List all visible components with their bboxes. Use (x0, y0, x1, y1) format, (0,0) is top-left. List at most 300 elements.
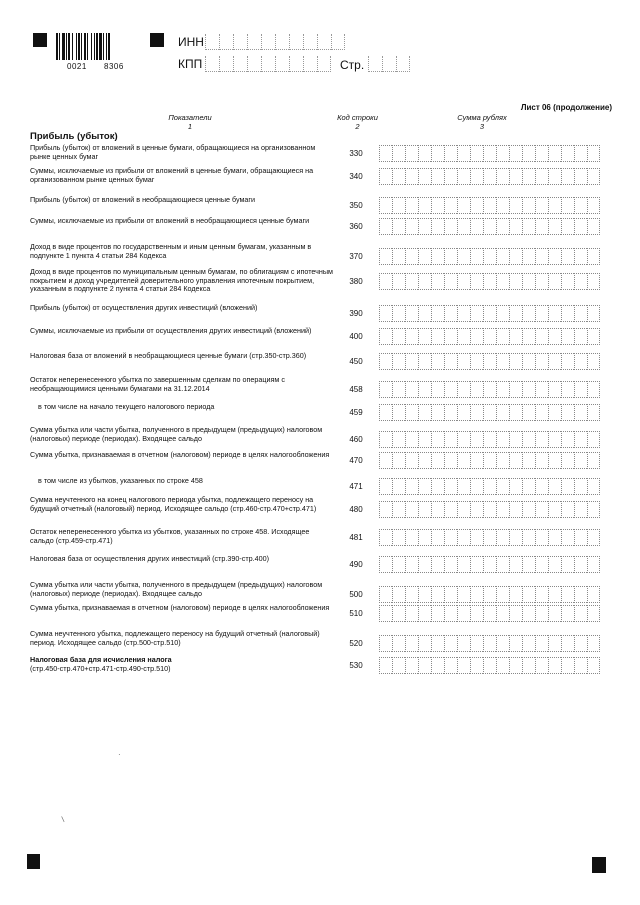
amount-cell[interactable] (496, 145, 509, 162)
amount-cell[interactable] (418, 556, 431, 573)
amount-cell[interactable] (418, 353, 431, 370)
amount-cell[interactable] (561, 452, 574, 469)
amount-cell[interactable] (535, 501, 548, 518)
amount-input[interactable] (379, 328, 600, 345)
amount-cell[interactable] (574, 635, 587, 652)
amount-cell[interactable] (496, 501, 509, 518)
amount-cell[interactable] (522, 556, 535, 573)
amount-cell[interactable] (496, 452, 509, 469)
amount-cell[interactable] (457, 529, 470, 546)
amount-cell[interactable] (470, 529, 483, 546)
amount-cell[interactable] (457, 605, 470, 622)
amount-cell[interactable] (522, 305, 535, 322)
amount-cell[interactable] (509, 556, 522, 573)
amount-cell[interactable] (561, 586, 574, 603)
amount-cell[interactable] (587, 404, 600, 421)
amount-cell[interactable] (535, 635, 548, 652)
amount-cell[interactable] (444, 452, 457, 469)
amount-cell[interactable] (548, 404, 561, 421)
amount-cell[interactable] (431, 218, 444, 235)
amount-cell[interactable] (431, 404, 444, 421)
amount-cell[interactable] (431, 657, 444, 674)
amount-cell[interactable] (509, 381, 522, 398)
amount-cell[interactable] (392, 328, 405, 345)
amount-cell[interactable] (483, 273, 496, 290)
kpp-cell[interactable] (261, 56, 275, 72)
amount-cell[interactable] (574, 478, 587, 495)
amount-cell[interactable] (405, 657, 418, 674)
amount-cell[interactable] (509, 657, 522, 674)
amount-cell[interactable] (522, 605, 535, 622)
amount-cell[interactable] (431, 586, 444, 603)
amount-cell[interactable] (548, 478, 561, 495)
amount-cell[interactable] (496, 305, 509, 322)
amount-cell[interactable] (522, 168, 535, 185)
amount-cell[interactable] (444, 657, 457, 674)
amount-cell[interactable] (444, 635, 457, 652)
amount-cell[interactable] (522, 197, 535, 214)
amount-cell[interactable] (431, 353, 444, 370)
inn-cell[interactable] (331, 34, 345, 50)
amount-cell[interactable] (457, 657, 470, 674)
amount-cell[interactable] (392, 478, 405, 495)
amount-cell[interactable] (574, 605, 587, 622)
amount-cell[interactable] (457, 218, 470, 235)
amount-cell[interactable] (548, 248, 561, 265)
amount-cell[interactable] (483, 248, 496, 265)
amount-cell[interactable] (444, 328, 457, 345)
amount-cell[interactable] (457, 381, 470, 398)
amount-cell[interactable] (522, 248, 535, 265)
amount-input[interactable] (379, 586, 600, 603)
kpp-cell[interactable] (219, 56, 233, 72)
amount-input[interactable] (379, 168, 600, 185)
amount-cell[interactable] (574, 529, 587, 546)
amount-cell[interactable] (483, 586, 496, 603)
kpp-cell[interactable] (275, 56, 289, 72)
amount-cell[interactable] (522, 478, 535, 495)
amount-cell[interactable] (574, 431, 587, 448)
amount-cell[interactable] (379, 556, 392, 573)
amount-cell[interactable] (405, 431, 418, 448)
amount-cell[interactable] (509, 168, 522, 185)
amount-input[interactable] (379, 197, 600, 214)
amount-cell[interactable] (483, 431, 496, 448)
amount-cell[interactable] (535, 305, 548, 322)
amount-input[interactable] (379, 501, 600, 518)
amount-input[interactable] (379, 381, 600, 398)
amount-cell[interactable] (392, 145, 405, 162)
amount-cell[interactable] (496, 168, 509, 185)
amount-cell[interactable] (470, 586, 483, 603)
amount-cell[interactable] (457, 501, 470, 518)
amount-cell[interactable] (548, 452, 561, 469)
amount-cell[interactable] (496, 586, 509, 603)
amount-cell[interactable] (379, 586, 392, 603)
amount-cell[interactable] (548, 586, 561, 603)
amount-cell[interactable] (535, 605, 548, 622)
amount-cell[interactable] (379, 353, 392, 370)
amount-cell[interactable] (431, 248, 444, 265)
amount-cell[interactable] (405, 404, 418, 421)
amount-cell[interactable] (418, 635, 431, 652)
amount-input[interactable] (379, 273, 600, 290)
amount-cell[interactable] (535, 168, 548, 185)
inn-cell[interactable] (317, 34, 331, 50)
amount-cell[interactable] (522, 145, 535, 162)
amount-cell[interactable] (509, 248, 522, 265)
amount-cell[interactable] (405, 145, 418, 162)
amount-cell[interactable] (392, 452, 405, 469)
amount-cell[interactable] (574, 248, 587, 265)
amount-input[interactable] (379, 529, 600, 546)
amount-cell[interactable] (483, 145, 496, 162)
amount-cell[interactable] (392, 218, 405, 235)
amount-cell[interactable] (418, 586, 431, 603)
amount-cell[interactable] (470, 248, 483, 265)
amount-cell[interactable] (587, 145, 600, 162)
amount-cell[interactable] (392, 657, 405, 674)
amount-input[interactable] (379, 218, 600, 235)
amount-cell[interactable] (379, 305, 392, 322)
amount-cell[interactable] (509, 605, 522, 622)
amount-cell[interactable] (379, 452, 392, 469)
amount-cell[interactable] (431, 197, 444, 214)
amount-cell[interactable] (418, 168, 431, 185)
amount-cell[interactable] (535, 657, 548, 674)
amount-cell[interactable] (483, 328, 496, 345)
amount-cell[interactable] (587, 501, 600, 518)
amount-input[interactable] (379, 404, 600, 421)
amount-cell[interactable] (379, 145, 392, 162)
amount-cell[interactable] (392, 431, 405, 448)
amount-cell[interactable] (509, 404, 522, 421)
amount-cell[interactable] (496, 273, 509, 290)
amount-cell[interactable] (548, 529, 561, 546)
amount-cell[interactable] (418, 145, 431, 162)
amount-cell[interactable] (587, 197, 600, 214)
amount-cell[interactable] (535, 248, 548, 265)
amount-cell[interactable] (535, 197, 548, 214)
amount-cell[interactable] (522, 657, 535, 674)
amount-cell[interactable] (483, 381, 496, 398)
amount-cell[interactable] (418, 328, 431, 345)
amount-input[interactable] (379, 305, 600, 322)
amount-cell[interactable] (457, 168, 470, 185)
amount-cell[interactable] (418, 605, 431, 622)
amount-cell[interactable] (509, 305, 522, 322)
amount-cell[interactable] (561, 353, 574, 370)
amount-cell[interactable] (470, 381, 483, 398)
amount-cell[interactable] (418, 478, 431, 495)
amount-cell[interactable] (587, 452, 600, 469)
amount-cell[interactable] (405, 273, 418, 290)
amount-cell[interactable] (535, 353, 548, 370)
amount-cell[interactable] (587, 586, 600, 603)
amount-cell[interactable] (405, 501, 418, 518)
inn-cell[interactable] (303, 34, 317, 50)
amount-cell[interactable] (470, 145, 483, 162)
amount-cell[interactable] (392, 529, 405, 546)
amount-cell[interactable] (574, 353, 587, 370)
amount-cell[interactable] (483, 657, 496, 674)
amount-cell[interactable] (431, 145, 444, 162)
amount-cell[interactable] (483, 353, 496, 370)
amount-cell[interactable] (561, 218, 574, 235)
amount-cell[interactable] (431, 478, 444, 495)
amount-input[interactable] (379, 657, 600, 674)
amount-cell[interactable] (431, 556, 444, 573)
amount-cell[interactable] (496, 197, 509, 214)
amount-cell[interactable] (379, 501, 392, 518)
amount-cell[interactable] (470, 305, 483, 322)
amount-cell[interactable] (561, 605, 574, 622)
amount-cell[interactable] (587, 328, 600, 345)
inn-cell[interactable] (219, 34, 233, 50)
amount-cell[interactable] (444, 556, 457, 573)
amount-cell[interactable] (405, 478, 418, 495)
amount-cell[interactable] (509, 145, 522, 162)
amount-cell[interactable] (379, 248, 392, 265)
amount-cell[interactable] (509, 635, 522, 652)
amount-cell[interactable] (509, 218, 522, 235)
amount-cell[interactable] (574, 145, 587, 162)
amount-cell[interactable] (431, 431, 444, 448)
amount-cell[interactable] (379, 529, 392, 546)
amount-cell[interactable] (418, 431, 431, 448)
amount-cell[interactable] (392, 501, 405, 518)
amount-cell[interactable] (431, 381, 444, 398)
amount-cell[interactable] (548, 556, 561, 573)
page-cell[interactable] (382, 56, 396, 72)
amount-cell[interactable] (548, 328, 561, 345)
amount-cell[interactable] (574, 556, 587, 573)
amount-cell[interactable] (379, 431, 392, 448)
amount-cell[interactable] (587, 529, 600, 546)
amount-cell[interactable] (548, 431, 561, 448)
amount-cell[interactable] (444, 218, 457, 235)
amount-cell[interactable] (470, 353, 483, 370)
amount-cell[interactable] (509, 501, 522, 518)
amount-cell[interactable] (535, 404, 548, 421)
amount-cell[interactable] (587, 431, 600, 448)
amount-input[interactable] (379, 431, 600, 448)
amount-cell[interactable] (470, 168, 483, 185)
amount-cell[interactable] (509, 431, 522, 448)
amount-cell[interactable] (470, 197, 483, 214)
amount-cell[interactable] (405, 328, 418, 345)
amount-cell[interactable] (379, 197, 392, 214)
amount-cell[interactable] (574, 452, 587, 469)
amount-cell[interactable] (470, 404, 483, 421)
amount-cell[interactable] (457, 452, 470, 469)
amount-cell[interactable] (483, 529, 496, 546)
amount-cell[interactable] (496, 218, 509, 235)
amount-cell[interactable] (418, 273, 431, 290)
page-cell[interactable] (368, 56, 382, 72)
amount-cell[interactable] (418, 501, 431, 518)
amount-cell[interactable] (470, 478, 483, 495)
inn-cell[interactable] (205, 34, 219, 50)
amount-cell[interactable] (548, 605, 561, 622)
amount-cell[interactable] (431, 529, 444, 546)
amount-input[interactable] (379, 556, 600, 573)
amount-cell[interactable] (587, 657, 600, 674)
amount-cell[interactable] (535, 381, 548, 398)
amount-cell[interactable] (548, 353, 561, 370)
amount-cell[interactable] (496, 381, 509, 398)
inn-cell[interactable] (289, 34, 303, 50)
amount-cell[interactable] (587, 635, 600, 652)
amount-cell[interactable] (496, 657, 509, 674)
amount-cell[interactable] (392, 273, 405, 290)
amount-cell[interactable] (418, 381, 431, 398)
amount-cell[interactable] (561, 431, 574, 448)
amount-cell[interactable] (509, 529, 522, 546)
amount-cell[interactable] (483, 556, 496, 573)
amount-cell[interactable] (561, 478, 574, 495)
amount-cell[interactable] (483, 218, 496, 235)
amount-cell[interactable] (405, 529, 418, 546)
amount-cell[interactable] (535, 452, 548, 469)
amount-cell[interactable] (522, 404, 535, 421)
amount-cell[interactable] (405, 635, 418, 652)
amount-cell[interactable] (405, 605, 418, 622)
amount-cell[interactable] (496, 248, 509, 265)
amount-cell[interactable] (431, 328, 444, 345)
amount-cell[interactable] (470, 635, 483, 652)
amount-cell[interactable] (431, 635, 444, 652)
amount-input[interactable] (379, 452, 600, 469)
amount-cell[interactable] (444, 145, 457, 162)
amount-cell[interactable] (509, 273, 522, 290)
amount-cell[interactable] (535, 586, 548, 603)
amount-cell[interactable] (405, 218, 418, 235)
amount-cell[interactable] (457, 556, 470, 573)
amount-cell[interactable] (496, 431, 509, 448)
amount-cell[interactable] (587, 381, 600, 398)
amount-cell[interactable] (548, 305, 561, 322)
amount-cell[interactable] (418, 657, 431, 674)
amount-cell[interactable] (548, 218, 561, 235)
amount-cell[interactable] (392, 168, 405, 185)
amount-cell[interactable] (522, 328, 535, 345)
amount-cell[interactable] (483, 452, 496, 469)
amount-cell[interactable] (548, 273, 561, 290)
kpp-cell[interactable] (289, 56, 303, 72)
amount-cell[interactable] (444, 431, 457, 448)
amount-cell[interactable] (444, 305, 457, 322)
amount-cell[interactable] (561, 248, 574, 265)
amount-cell[interactable] (509, 452, 522, 469)
amount-cell[interactable] (548, 197, 561, 214)
amount-input[interactable] (379, 635, 600, 652)
amount-cell[interactable] (405, 452, 418, 469)
amount-cell[interactable] (405, 586, 418, 603)
amount-cell[interactable] (522, 431, 535, 448)
amount-cell[interactable] (522, 381, 535, 398)
amount-cell[interactable] (392, 556, 405, 573)
amount-cell[interactable] (470, 431, 483, 448)
amount-cell[interactable] (418, 305, 431, 322)
amount-cell[interactable] (509, 328, 522, 345)
amount-cell[interactable] (431, 452, 444, 469)
amount-cell[interactable] (561, 556, 574, 573)
amount-cell[interactable] (444, 605, 457, 622)
amount-cell[interactable] (509, 478, 522, 495)
amount-cell[interactable] (431, 605, 444, 622)
amount-cell[interactable] (483, 168, 496, 185)
amount-cell[interactable] (379, 657, 392, 674)
amount-cell[interactable] (574, 197, 587, 214)
amount-cell[interactable] (444, 529, 457, 546)
inn-cell[interactable] (261, 34, 275, 50)
amount-cell[interactable] (574, 273, 587, 290)
amount-cell[interactable] (470, 452, 483, 469)
amount-cell[interactable] (457, 328, 470, 345)
amount-cell[interactable] (522, 501, 535, 518)
amount-cell[interactable] (444, 273, 457, 290)
inn-cell[interactable] (233, 34, 247, 50)
amount-cell[interactable] (379, 273, 392, 290)
amount-input[interactable] (379, 145, 600, 162)
amount-cell[interactable] (561, 328, 574, 345)
amount-cell[interactable] (483, 197, 496, 214)
amount-cell[interactable] (561, 657, 574, 674)
amount-cell[interactable] (457, 431, 470, 448)
amount-cell[interactable] (561, 168, 574, 185)
amount-cell[interactable] (574, 305, 587, 322)
amount-cell[interactable] (522, 353, 535, 370)
amount-cell[interactable] (457, 404, 470, 421)
amount-cell[interactable] (561, 501, 574, 518)
amount-cell[interactable] (496, 529, 509, 546)
amount-input[interactable] (379, 248, 600, 265)
amount-cell[interactable] (548, 168, 561, 185)
amount-cell[interactable] (379, 605, 392, 622)
amount-cell[interactable] (470, 605, 483, 622)
amount-cell[interactable] (444, 586, 457, 603)
amount-cell[interactable] (574, 328, 587, 345)
kpp-cell[interactable] (205, 56, 219, 72)
amount-cell[interactable] (470, 328, 483, 345)
amount-cell[interactable] (418, 248, 431, 265)
amount-cell[interactable] (496, 478, 509, 495)
inn-cell[interactable] (247, 34, 261, 50)
amount-cell[interactable] (561, 404, 574, 421)
amount-cell[interactable] (496, 328, 509, 345)
amount-cell[interactable] (535, 273, 548, 290)
amount-cell[interactable] (587, 605, 600, 622)
amount-cell[interactable] (392, 586, 405, 603)
amount-cell[interactable] (457, 248, 470, 265)
amount-cell[interactable] (535, 218, 548, 235)
amount-cell[interactable] (431, 168, 444, 185)
amount-cell[interactable] (574, 404, 587, 421)
amount-input[interactable] (379, 605, 600, 622)
amount-cell[interactable] (561, 197, 574, 214)
amount-cell[interactable] (470, 556, 483, 573)
amount-cell[interactable] (405, 168, 418, 185)
amount-cell[interactable] (574, 657, 587, 674)
amount-cell[interactable] (574, 168, 587, 185)
amount-cell[interactable] (522, 635, 535, 652)
amount-cell[interactable] (483, 305, 496, 322)
amount-cell[interactable] (444, 353, 457, 370)
amount-cell[interactable] (379, 404, 392, 421)
amount-cell[interactable] (522, 586, 535, 603)
amount-cell[interactable] (535, 529, 548, 546)
